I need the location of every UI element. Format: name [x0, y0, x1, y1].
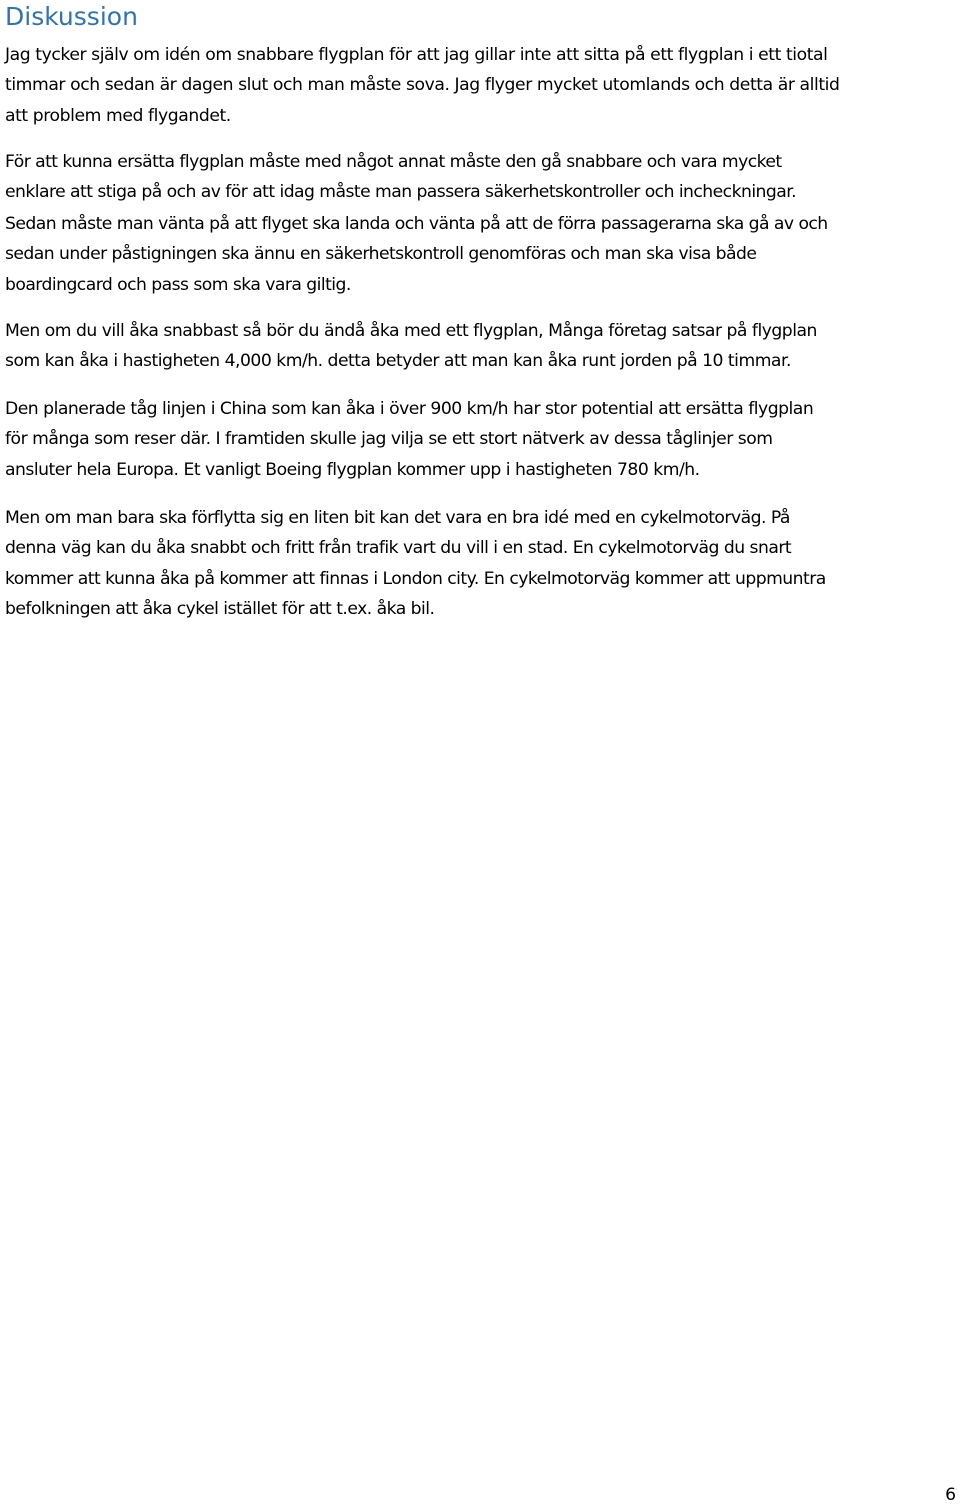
text-line: att problem med flygandet.	[5, 105, 231, 126]
paragraph-5	[5, 394, 950, 485]
text-line: Men om du vill åka snabbast så bör du ändå åka med ett flygplan, Många företag satsar på flygplan	[5, 321, 817, 341]
text-line: boardingcard och pass som ska vara giltig.	[5, 274, 351, 295]
section-heading: Diskussion	[5, 2, 138, 31]
paragraph-2	[5, 147, 950, 208]
text-line: för många som reser där. I framtiden skulle jag vilja se ett stort nätverk av dessa tåglinjer som	[5, 429, 773, 450]
text-line: Sedan måste man vänta på att flyget ska landa och vänta på att de förra passagerarna ska gå av och	[5, 214, 828, 234]
text-line: kommer att kunna åka på kommer att finnas i London city. En cykelmotorväg kommer att uppmuntra	[5, 568, 826, 589]
text-line: enklare att stiga på och av för att idag måste man passera säkerhetskontroller och incheckningar.	[5, 182, 797, 203]
text-line: Jag tycker själv om idén om snabbare flygplan för att jag gillar inte att sitta på ett flygplan i ett tiotal	[5, 45, 828, 65]
text-line: sedan under påstigningen ska ännu en säkerhetskontroll genomföras och man ska visa både	[5, 244, 757, 265]
text-line: ansluter hela Europa. Et vanligt Boeing flygplan kommer upp i hastigheten 780 km/h.	[5, 459, 700, 480]
text-line: denna väg kan du åka snabbt och fritt från trafik vart du vill i en stad. En cykelmotorväg du snart	[5, 538, 792, 559]
page-number: 6	[945, 1485, 956, 1505]
text-line: som kan åka i hastigheten 4,000 km/h. detta betyder att man kan åka runt jorden på 10 timmar.	[5, 351, 791, 372]
paragraph-3	[5, 209, 950, 300]
text-line: Men om man bara ska förflytta sig en liten bit kan det vara en bra idé med en cykelmotorväg. På	[5, 508, 790, 528]
paragraph-6	[5, 503, 950, 624]
text-line: För att kunna ersätta flygplan måste med något annat måste den gå snabbare och vara mycket	[5, 152, 782, 172]
text-line: Den planerade tåg linjen i China som kan åka i över 900 km/h har stor potential att ersätta flygplan	[5, 399, 814, 419]
paragraph-4	[5, 316, 950, 377]
paragraph-1	[5, 40, 950, 131]
text-line: befolkningen att åka cykel istället för att t.ex. åka bil.	[5, 598, 435, 619]
text-line: timmar och sedan är dagen slut och man måste sova. Jag flyger mycket utomlands och detta är alltid	[5, 75, 840, 96]
